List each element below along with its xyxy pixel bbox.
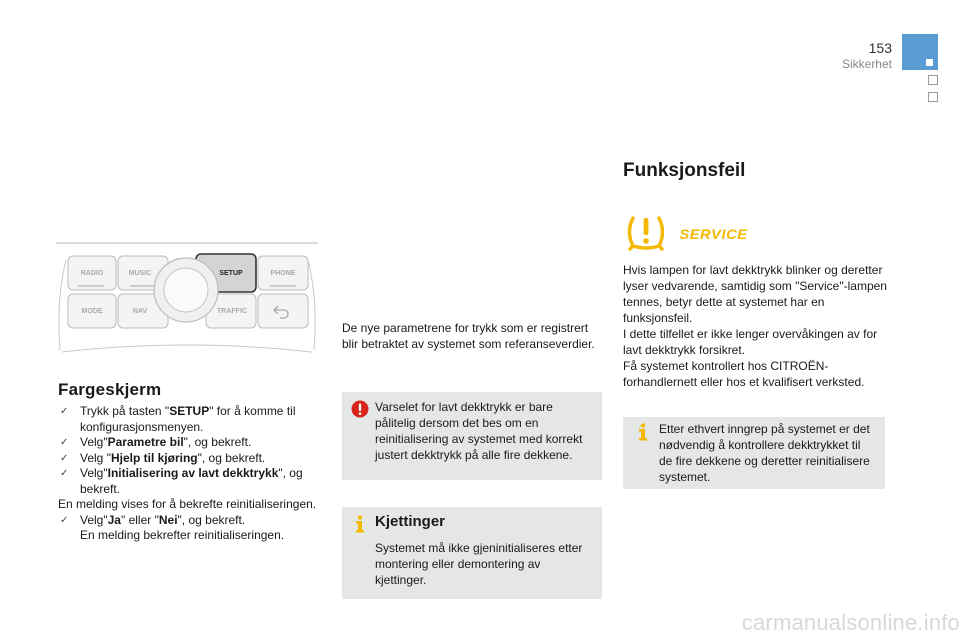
panel-button-radio: RADIO [80, 270, 104, 277]
info-icon [352, 515, 368, 533]
radio-panel-drawing [56, 240, 318, 358]
step-item: ✓ Velg"Ja" eller "Nei", og bekreft. En melding bekrefter reinitialiseringen. [58, 513, 320, 544]
service-warning-label: SERVICE [679, 226, 748, 242]
chapter-tab-box [928, 75, 938, 85]
warning-box [342, 392, 602, 480]
chapter-tab-marker [902, 34, 938, 70]
page-number: 153 [868, 40, 892, 56]
reference-values-text: De nye parametrene for trykk som er registrert blir betraktet av systemet som referanseverdier. [342, 321, 595, 351]
watermark: carmanualsonline.info [741, 610, 960, 635]
step-item: ✓ Velg"Parametre bil", og bekreft. [58, 435, 320, 451]
malfunction-text [623, 262, 893, 390]
step-item: ✓ Velg"Initialisering av lavt dekktrykk", og bekreft. [58, 466, 320, 497]
panel-button-phone: PHONE [270, 270, 296, 277]
chains-heading: Kjettinger [375, 513, 446, 530]
section-name: Sikkerhet [841, 57, 892, 71]
panel-button-nav: NAV [132, 308, 148, 315]
malfunction-line: Hvis lampen for lavt dekktrykk blinker og deretter lyser vedvarende, samtidig som "Service"-lampen tennes, betyr dette at systemet har en funksjonsfeil. [623, 263, 887, 325]
panel-button-traffic: TRAFFIC [217, 308, 247, 315]
info-icon [635, 423, 651, 441]
chapter-tab-box [928, 92, 938, 102]
radio-panel-illustration [56, 240, 318, 358]
confirmation-note: En melding vises for å bekrefte reinitialiseringen. [58, 497, 317, 511]
chains-text: Systemet må ikke gjeninitialiseres etter montering eller demontering av kjettinger. [375, 541, 583, 587]
panel-button-setup: SETUP [219, 270, 243, 277]
fargeskjerm-heading: Fargeskjerm [58, 380, 162, 399]
service-info-box [623, 417, 885, 489]
malfunction-line: I dette tilfellet er ikke lenger overvåkingen av for lavt dekktrykk forsikret. [623, 327, 878, 357]
malfunction-line: Få systemet kontrollert hos CITROËN-forhandlernett eller hos et kvalifisert verksted. [623, 359, 865, 389]
panel-button-music: MUSIC [128, 270, 152, 277]
tire-pressure-warning-icon [624, 212, 668, 252]
step-item: ✓ Trykk på tasten "SETUP" for å komme til konfigurasjonsmenyen. [58, 404, 320, 435]
fargeskjerm-steps [58, 404, 320, 544]
step-item: ✓ Velg "Hjelp til kjøring", og bekreft. [58, 451, 320, 467]
panel-button-mode: MODE [81, 308, 103, 315]
warning-icon [351, 400, 369, 418]
funksjonsfeil-heading: Funksjonsfeil [623, 160, 746, 181]
chains-info-box [342, 507, 602, 599]
warning-text: Varselet for lavt dekktrykk er bare pålitelig dersom det bes om en reinitialisering av systemet med korrekt justert dekktrykk på alle fire dekkene. [375, 400, 583, 462]
service-info-text: Etter ethvert inngrep på systemet er det nødvendig å kontrollere dekktrykket til de fire dekkene og deretter reinitialisere systemet. [659, 422, 870, 484]
